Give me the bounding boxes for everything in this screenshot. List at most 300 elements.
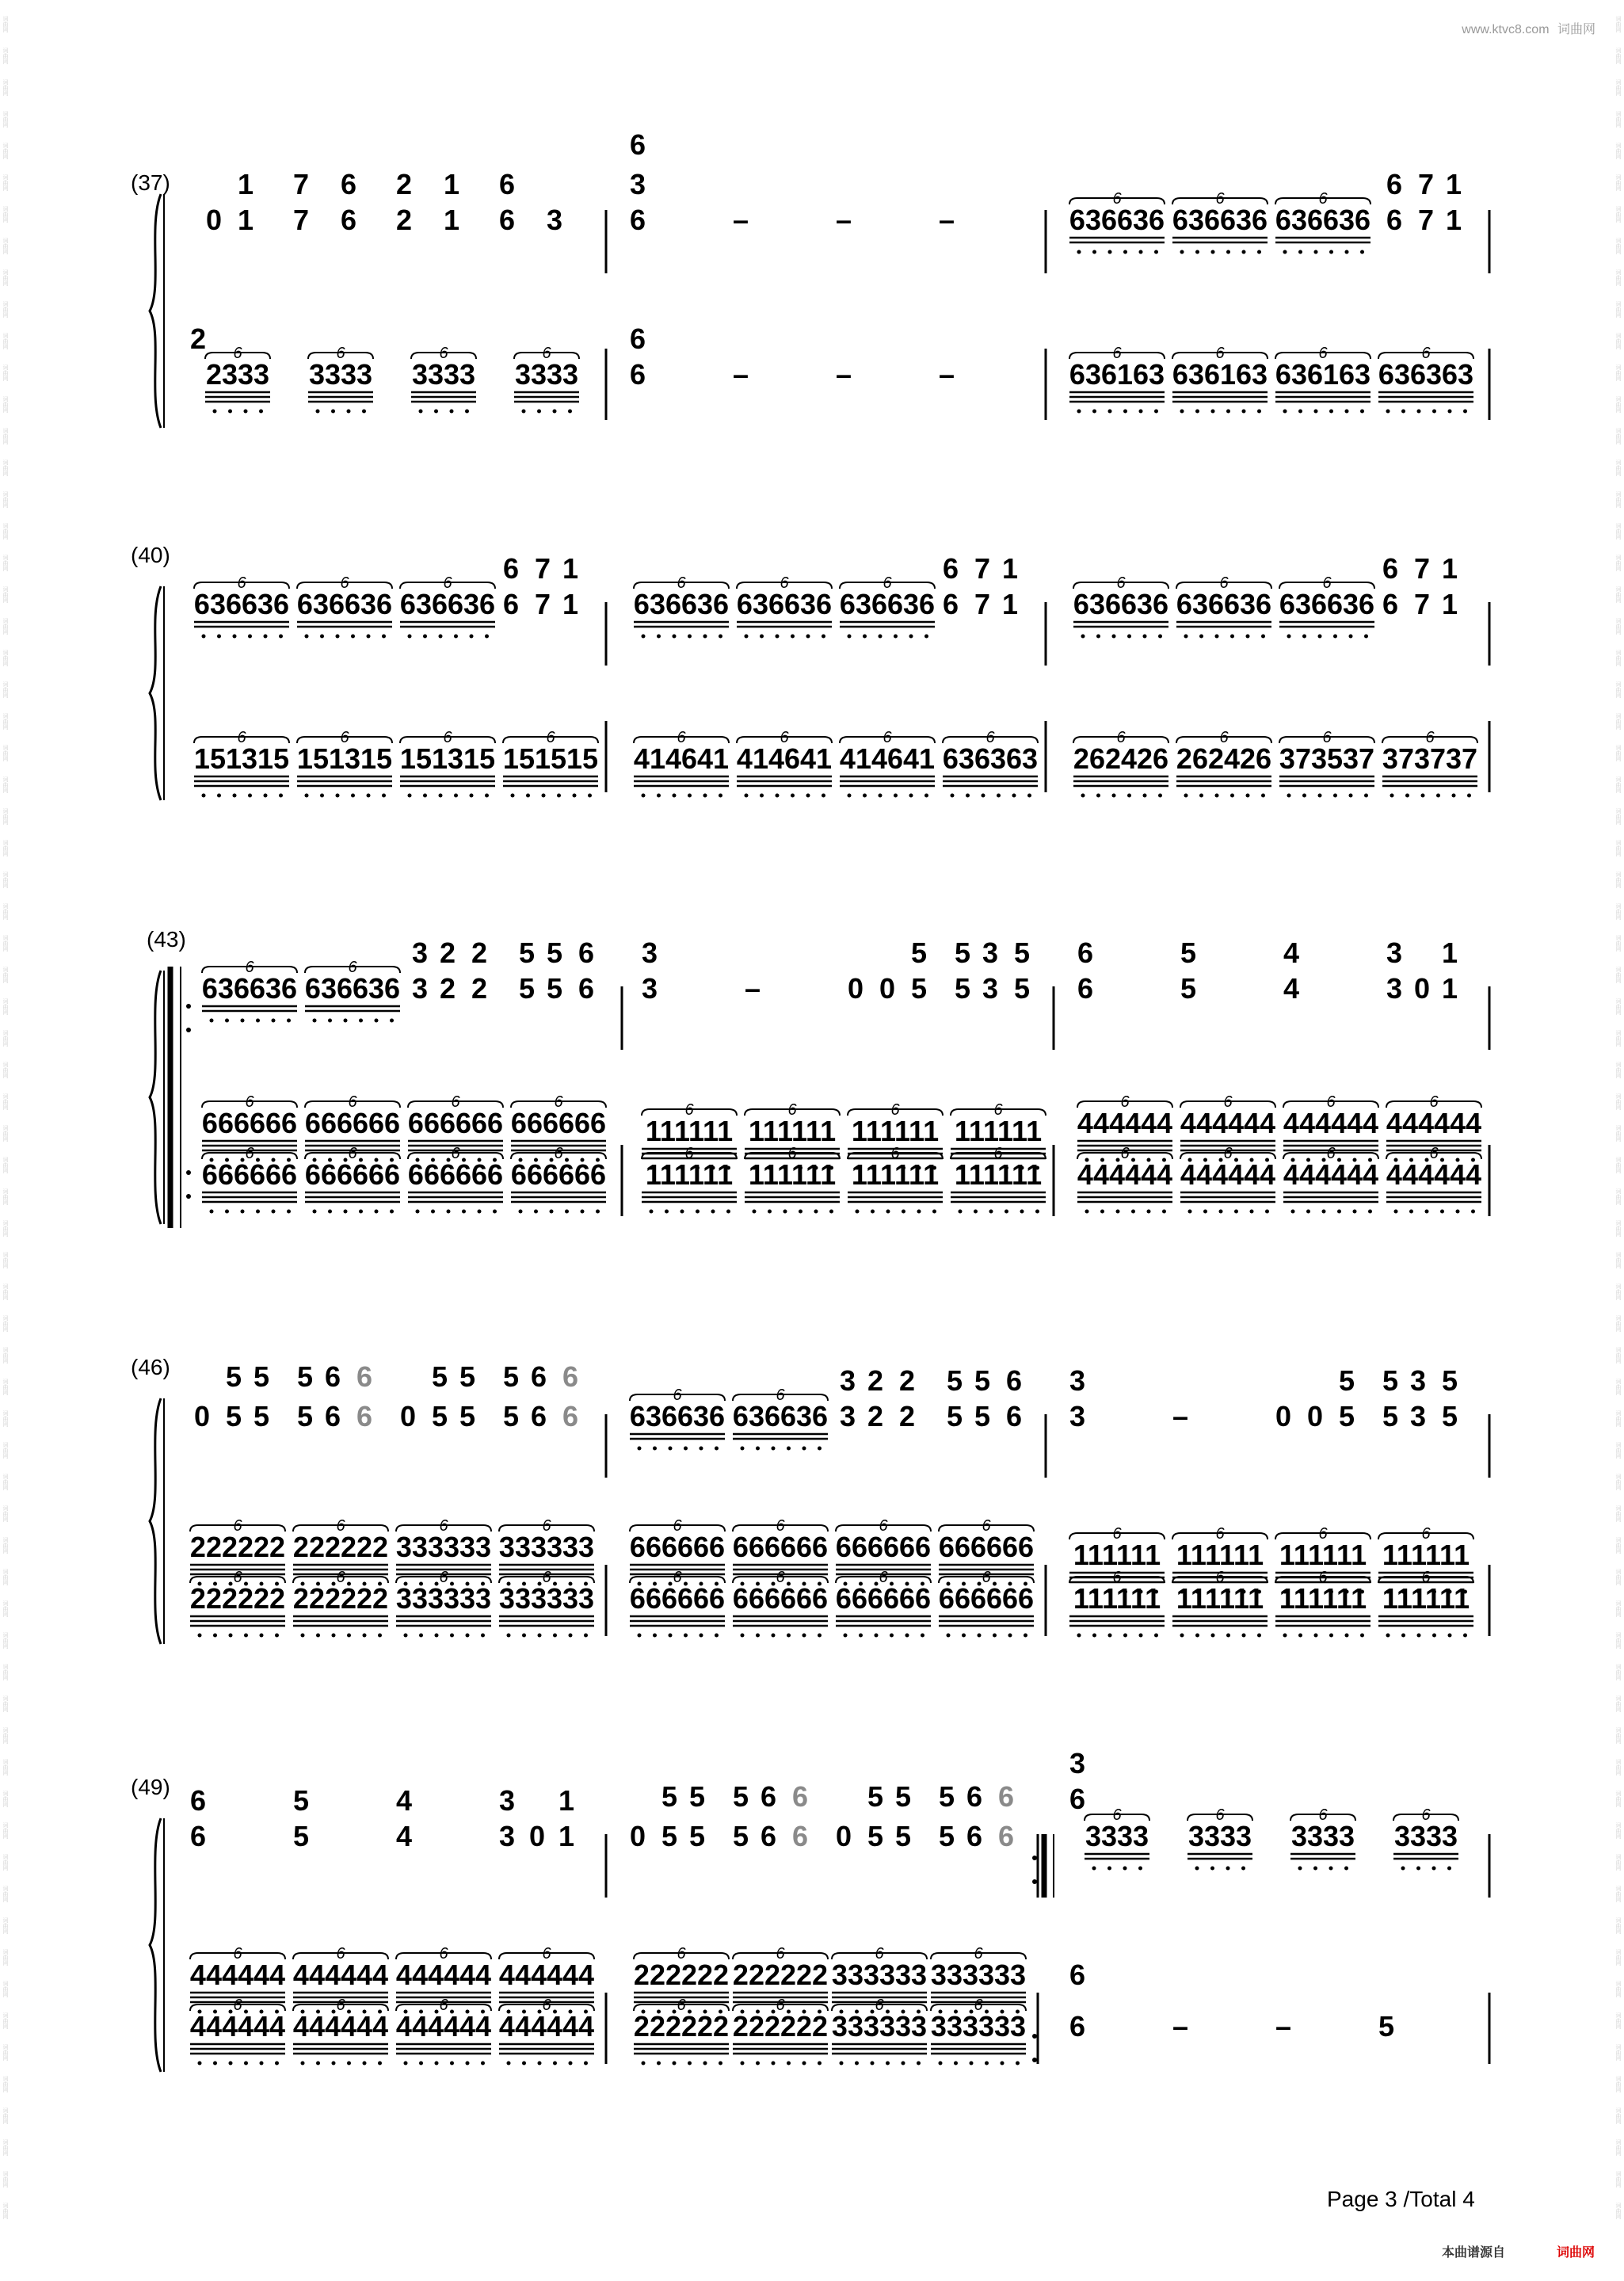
jianpu-note: 666666 <box>510 1158 607 1191</box>
jianpu-note: 1 <box>1441 588 1458 620</box>
jianpu-note: 6 <box>942 588 959 620</box>
margin-watermark-text: 词曲网 <box>2 1854 8 1871</box>
jianpu-note: 0 <box>847 972 864 1005</box>
tuplet-number: 6 <box>776 1997 785 2014</box>
tuplet-number: 6 <box>237 729 246 746</box>
tuplet-number: 6 <box>439 345 448 362</box>
octave-dot <box>1246 635 1250 639</box>
jianpu-note: – <box>732 358 749 391</box>
margin-watermark-text: 词曲网 <box>2 1315 8 1332</box>
jianpu-note: 6 <box>629 322 646 355</box>
jianpu-note: – <box>1172 2010 1189 2043</box>
octave-dot <box>741 1447 745 1451</box>
jianpu-note: 444444 <box>189 1959 286 1991</box>
jianpu-note: 666666 <box>732 1531 829 1563</box>
jianpu-note: 3 <box>1386 936 1403 969</box>
octave-dot <box>1440 1210 1444 1214</box>
octave-dot <box>550 1210 554 1214</box>
octave-dot <box>367 794 371 798</box>
jianpu-note: 5 <box>502 1400 520 1432</box>
jianpu-note: 5 <box>1441 1364 1458 1397</box>
octave-dot <box>507 2062 511 2065</box>
octave-dot <box>1329 410 1333 414</box>
tuplet-number: 6 <box>245 1145 254 1162</box>
octave-dot <box>287 1019 291 1023</box>
octave-dot <box>347 1634 351 1638</box>
octave-dot <box>1401 1867 1405 1871</box>
tuplet-number: 6 <box>340 574 349 592</box>
octave-dot <box>1154 250 1158 254</box>
octave-dot <box>787 1447 791 1451</box>
octave-dot <box>450 2062 454 2065</box>
octave-dot <box>537 410 541 414</box>
jianpu-note: 636636 <box>1279 588 1375 620</box>
jianpu-note: 222222 <box>732 2010 829 2043</box>
margin-watermark-text: 词曲网 <box>1615 1125 1621 1142</box>
octave-dot <box>404 1634 408 1638</box>
jianpu-note: 0 <box>1275 1400 1292 1432</box>
octave-dot <box>802 1634 806 1638</box>
jianpu-note: 666666 <box>835 1531 932 1563</box>
tuplet-number: 6 <box>985 729 995 746</box>
octave-dot <box>225 1019 229 1023</box>
repeat-dot <box>1032 2058 1037 2062</box>
octave-dot <box>894 794 898 798</box>
octave-dot <box>378 1634 382 1638</box>
octave-dot <box>1139 410 1143 414</box>
margin-watermark-text: 词曲网 <box>2 428 8 444</box>
margin-watermark-text: 词曲网 <box>1615 238 1621 254</box>
jianpu-note: 0 <box>835 1820 852 1852</box>
octave-dot <box>359 1019 363 1023</box>
margin-watermark-text: 词曲网 <box>2 1505 8 1522</box>
margin-watermark-text: 词曲网 <box>1615 48 1621 64</box>
jianpu-note: – <box>744 972 761 1005</box>
jianpu-note: 6 <box>997 1820 1015 1852</box>
octave-dot <box>423 635 427 639</box>
tuplet-number: 6 <box>974 1997 983 2014</box>
octave-dot <box>1226 1867 1230 1871</box>
octave-dot <box>584 1634 588 1638</box>
tuplet-number: 6 <box>233 1997 242 2014</box>
jianpu-note: 6 <box>502 588 520 620</box>
octave-dot <box>776 635 780 639</box>
jianpu-note: 222222 <box>633 2010 730 2043</box>
margin-watermark-text: 词曲网 <box>2 903 8 920</box>
jianpu-note: 5 <box>253 1360 270 1393</box>
octave-dot <box>1306 1210 1310 1214</box>
tuplet-number: 6 <box>776 1387 785 1404</box>
jianpu-note: 2 <box>898 1400 916 1432</box>
margin-watermark-text: 词曲网 <box>2 967 8 983</box>
jianpu-note: 6 <box>791 1780 809 1813</box>
jianpu-note: 6 <box>997 1780 1015 1813</box>
octave-dot <box>1448 410 1452 414</box>
margin-watermark-text: 词曲网 <box>2 174 8 191</box>
system-brace <box>150 971 161 1224</box>
octave-dot <box>756 1447 760 1451</box>
octave-dot <box>344 1019 348 1023</box>
jianpu-note: 7 <box>974 588 991 620</box>
octave-dot <box>213 2062 217 2065</box>
margin-watermark-text: 词曲网 <box>2 206 8 223</box>
jianpu-note: 1 <box>1445 168 1462 200</box>
jianpu-note: 5 <box>661 1780 678 1813</box>
octave-dot <box>650 1210 654 1214</box>
octave-dot <box>1123 410 1127 414</box>
octave-dot <box>256 1210 260 1214</box>
octave-dot <box>557 794 561 798</box>
repeat-dot <box>1032 1879 1037 1884</box>
octave-dot <box>301 2062 305 2065</box>
margin-watermark-text: 词曲网 <box>2 1030 8 1047</box>
jianpu-note: 7 <box>292 168 310 200</box>
tuplet-number: 6 <box>684 1101 694 1119</box>
jianpu-note: 636636 <box>296 588 393 620</box>
tuplet-number: 6 <box>890 1145 900 1162</box>
jianpu-note: 7 <box>534 552 551 585</box>
tuplet-number: 6 <box>677 574 686 592</box>
tuplet-number: 6 <box>542 345 551 362</box>
jianpu-note: 444444 <box>1283 1107 1379 1139</box>
jianpu-note: 5 <box>502 1360 520 1393</box>
margin-watermark-text: 词曲网 <box>2 1886 8 1902</box>
jianpu-note: 5 <box>894 1780 912 1813</box>
jianpu-note: 3 <box>982 936 999 969</box>
octave-dot <box>818 1634 822 1638</box>
margin-watermark-text: 词曲网 <box>2 1188 8 1205</box>
margin-watermark-text: 词曲网 <box>2 840 8 856</box>
octave-dot <box>248 635 252 639</box>
tuplet-number: 6 <box>993 1101 1003 1119</box>
margin-watermark-text: 词曲网 <box>2 650 8 666</box>
octave-dot <box>745 794 749 798</box>
jianpu-note: 111111 <box>1176 1539 1264 1571</box>
octave-dot <box>1226 410 1230 414</box>
octave-dot <box>363 2062 367 2065</box>
octave-dot <box>1020 1210 1024 1214</box>
margin-watermark-text: 词曲网 <box>2 1442 8 1459</box>
margin-watermark-text: 词曲网 <box>1615 1854 1621 1871</box>
jianpu-note: 636636 <box>399 588 496 620</box>
jianpu-note: 6 <box>791 1820 809 1852</box>
octave-dot <box>1024 1634 1027 1638</box>
jianpu-note: 6 <box>1077 936 1094 969</box>
octave-dot <box>320 794 324 798</box>
octave-dot <box>538 1634 542 1638</box>
octave-dot <box>275 1634 279 1638</box>
octave-dot <box>657 635 661 639</box>
octave-dot <box>1241 1867 1245 1871</box>
jianpu-note: 7 <box>292 204 310 236</box>
octave-dot <box>202 635 206 639</box>
octave-dot <box>419 410 423 414</box>
margin-watermark-text: 词曲网 <box>2 491 8 508</box>
octave-dot <box>1333 794 1337 798</box>
tuplet-number: 6 <box>1425 729 1435 746</box>
margin-watermark-text: 词曲网 <box>1615 269 1621 286</box>
octave-dot <box>478 1210 482 1214</box>
octave-dot <box>1016 2062 1020 2065</box>
jianpu-note: 4 <box>1283 936 1300 969</box>
jianpu-note: 5 <box>1338 1400 1355 1432</box>
jianpu-note: 1 <box>443 168 460 200</box>
tuplet-number: 6 <box>245 1093 254 1111</box>
jianpu-note: 333333 <box>498 1582 595 1615</box>
jianpu-note: 5 <box>253 1400 270 1432</box>
octave-dot <box>260 1634 264 1638</box>
octave-dot <box>1287 794 1291 798</box>
octave-dot <box>1123 1634 1127 1638</box>
octave-dot <box>198 2062 202 2065</box>
jianpu-note: 444444 <box>292 1959 389 1991</box>
margin-watermark-text: 词曲网 <box>2 1759 8 1776</box>
margin-watermark-text: 词曲网 <box>2 1347 8 1364</box>
jianpu-note: 414641 <box>839 742 936 775</box>
jianpu-note: 3 <box>411 972 429 1005</box>
octave-dot <box>331 410 335 414</box>
tuplet-number: 6 <box>673 1387 682 1404</box>
octave-dot <box>760 635 764 639</box>
octave-dot <box>859 1634 863 1638</box>
tuplet-number: 6 <box>348 1145 357 1162</box>
octave-dot <box>328 1210 332 1214</box>
margin-watermark-text: 词曲网 <box>2 1981 8 1997</box>
margin-watermark-text: 词曲网 <box>1615 998 1621 1015</box>
octave-dot <box>439 635 443 639</box>
margin-watermark-text: 词曲网 <box>2 523 8 540</box>
jianpu-note: 6 <box>1386 204 1403 236</box>
jianpu-note: 5 <box>974 1364 991 1397</box>
octave-dot <box>382 794 386 798</box>
jianpu-note: 5 <box>974 1400 991 1432</box>
tuplet-number: 6 <box>1322 729 1332 746</box>
jianpu-note: 3333 <box>411 358 476 391</box>
jianpu-note: 111111 <box>954 1158 1043 1191</box>
tuplet-number: 6 <box>776 1945 785 1962</box>
margin-watermark-text: 词曲网 <box>1615 1442 1621 1459</box>
jianpu-note: 3 <box>839 1400 856 1432</box>
octave-dot <box>382 635 386 639</box>
octave-dot <box>1123 1867 1127 1871</box>
octave-dot <box>1394 1210 1398 1214</box>
jianpu-note: – <box>1275 2010 1292 2043</box>
jianpu-note: – <box>938 358 955 391</box>
octave-dot <box>1139 1634 1143 1638</box>
margin-watermark-text: 词曲网 <box>1615 872 1621 888</box>
tuplet-number: 6 <box>233 1569 242 1586</box>
margin-watermark-text: 词曲网 <box>1615 1315 1621 1332</box>
jianpu-note: 5 <box>954 972 971 1005</box>
octave-dot <box>1195 410 1199 414</box>
jianpu-note: 666666 <box>732 1582 829 1615</box>
page-number: Page 3 /Total 4 <box>1327 2187 1475 2211</box>
octave-dot <box>1386 1634 1390 1638</box>
jianpu-note: 6 <box>1005 1400 1023 1432</box>
margin-watermark-text: 词曲网 <box>1615 2203 1621 2219</box>
jianpu-note: 4 <box>1283 972 1300 1005</box>
octave-dot <box>1139 250 1143 254</box>
jianpu-note: 7 <box>534 588 551 620</box>
jianpu-note: 111111 <box>1176 1582 1264 1615</box>
octave-dot <box>970 2062 974 2065</box>
octave-dot <box>856 1210 860 1214</box>
octave-dot <box>316 1634 320 1638</box>
margin-watermark-text: 词曲网 <box>2 269 8 286</box>
octave-dot <box>1436 794 1440 798</box>
margin-watermark-text: 词曲网 <box>1615 808 1621 825</box>
octave-dot <box>1162 1210 1166 1214</box>
octave-dot <box>772 1447 776 1451</box>
octave-dot <box>202 794 206 798</box>
margin-watermark-text: 词曲网 <box>1615 1569 1621 1585</box>
octave-dot <box>756 2062 760 2065</box>
octave-dot <box>1184 794 1188 798</box>
tuplet-number: 6 <box>1223 1145 1233 1162</box>
octave-dot <box>198 1634 202 1638</box>
tuplet-number: 6 <box>1429 1093 1439 1111</box>
margin-watermark-text: 词曲网 <box>1615 1188 1621 1205</box>
jianpu-note: 5 <box>431 1360 448 1393</box>
system-brace <box>150 1398 161 1644</box>
octave-dot <box>726 1210 730 1214</box>
octave-dot <box>328 1019 332 1023</box>
octave-dot <box>1302 794 1306 798</box>
jianpu-note: 1 <box>1001 588 1019 620</box>
octave-dot <box>1219 1210 1223 1214</box>
jianpu-note: 444444 <box>1180 1107 1276 1139</box>
octave-dot <box>1180 410 1184 414</box>
jianpu-note: 2 <box>395 204 413 236</box>
tuplet-number: 6 <box>780 574 789 592</box>
jianpu-note: 3333 <box>308 358 373 391</box>
jianpu-note: 636636 <box>732 1400 829 1432</box>
octave-dot <box>228 410 232 414</box>
jianpu-note: 5 <box>894 1820 912 1852</box>
octave-dot <box>799 1210 802 1214</box>
octave-dot <box>435 1634 439 1638</box>
octave-dot <box>244 1634 248 1638</box>
jianpu-note: 636636 <box>1176 588 1272 620</box>
octave-dot <box>336 794 340 798</box>
jianpu-note: 333333 <box>395 1531 492 1563</box>
jianpu-note: 6 <box>189 1820 207 1852</box>
octave-dot <box>1349 635 1353 639</box>
margin-watermark-text: 词曲网 <box>1615 1220 1621 1237</box>
jianpu-note: 6 <box>1069 2010 1086 2043</box>
octave-dot <box>642 635 646 639</box>
octave-dot <box>1287 635 1291 639</box>
tuplet-number: 6 <box>1326 1093 1336 1111</box>
jianpu-note: 636636 <box>304 972 401 1005</box>
octave-dot <box>985 2062 989 2065</box>
margin-watermark-text: 词曲网 <box>1615 428 1621 444</box>
jianpu-note: 6 <box>1386 168 1403 200</box>
octave-dot <box>989 1210 993 1214</box>
octave-dot <box>1242 250 1246 254</box>
octave-dot <box>902 2062 905 2065</box>
jianpu-note: 222222 <box>292 1531 389 1563</box>
jianpu-note: 5 <box>292 1820 310 1852</box>
octave-dot <box>375 1210 379 1214</box>
jianpu-note: 3 <box>629 168 646 200</box>
jianpu-note: 2 <box>471 972 488 1005</box>
jianpu-note: 5 <box>1441 1400 1458 1432</box>
octave-dot <box>1077 1634 1081 1638</box>
tuplet-number: 6 <box>1318 1806 1328 1824</box>
octave-dot <box>431 1210 435 1214</box>
octave-dot <box>1329 250 1333 254</box>
octave-dot <box>1432 1634 1436 1638</box>
margin-watermark-text: 词曲网 <box>1615 1695 1621 1712</box>
octave-dot <box>1092 1634 1096 1638</box>
tuplet-number: 6 <box>340 729 349 746</box>
octave-dot <box>669 1634 673 1638</box>
octave-dot <box>1234 1210 1238 1214</box>
tuplet-number: 6 <box>1318 1569 1328 1586</box>
margin-watermark-text: 词曲网 <box>1615 713 1621 730</box>
measure-number: (49) <box>131 1775 170 1799</box>
margin-watermark-text: 词曲网 <box>1615 523 1621 540</box>
octave-dot <box>673 2062 677 2065</box>
octave-dot <box>871 2062 875 2065</box>
jianpu-note: 1 <box>558 1784 575 1817</box>
jianpu-note: 5 <box>518 972 536 1005</box>
octave-dot <box>565 1210 569 1214</box>
octave-dot <box>1147 1210 1151 1214</box>
tuplet-number: 6 <box>1112 345 1122 362</box>
jianpu-note: 0 <box>1306 1400 1324 1432</box>
octave-dot <box>264 794 268 798</box>
tuplet-number: 6 <box>875 1945 884 1962</box>
octave-dot <box>390 1210 394 1214</box>
margin-watermark-text: 词曲网 <box>1615 2012 1621 2029</box>
octave-dot <box>241 1019 245 1023</box>
octave-dot <box>450 1634 454 1638</box>
jianpu-note: 111111 <box>954 1115 1043 1147</box>
octave-dot <box>703 2062 707 2065</box>
jianpu-note: 6 <box>340 168 357 200</box>
octave-dot <box>362 410 366 414</box>
octave-dot <box>1329 1634 1333 1638</box>
octave-dot <box>1283 1634 1287 1638</box>
jianpu-note: 373737 <box>1382 742 1478 775</box>
tuplet-number: 6 <box>974 1945 983 1962</box>
margin-watermark-text: 词曲网 <box>1615 111 1621 128</box>
octave-dot <box>1257 410 1261 414</box>
octave-dot <box>1077 250 1081 254</box>
margin-watermark-text: 词曲网 <box>2 808 8 825</box>
jianpu-note: 5 <box>938 1820 955 1852</box>
jianpu-note: 2333 <box>205 358 270 391</box>
jianpu-note: 5 <box>546 972 563 1005</box>
octave-dot <box>454 794 458 798</box>
margin-watermark-text: 词曲网 <box>1615 903 1621 920</box>
tuplet-number: 6 <box>982 1517 991 1535</box>
jianpu-note: 5 <box>938 1780 955 1813</box>
octave-dot <box>534 1210 538 1214</box>
octave-dot <box>511 794 515 798</box>
octave-dot <box>657 2062 661 2065</box>
octave-dot <box>435 2062 439 2065</box>
margin-watermark-text: 词曲网 <box>2 460 8 476</box>
octave-dot <box>1230 794 1234 798</box>
tuplet-number: 6 <box>780 729 789 746</box>
margin-watermark-text: 词曲网 <box>1615 1505 1621 1522</box>
octave-dot <box>917 2062 921 2065</box>
jianpu-note: 3 <box>498 1784 516 1817</box>
jianpu-note: 4 <box>395 1784 413 1817</box>
